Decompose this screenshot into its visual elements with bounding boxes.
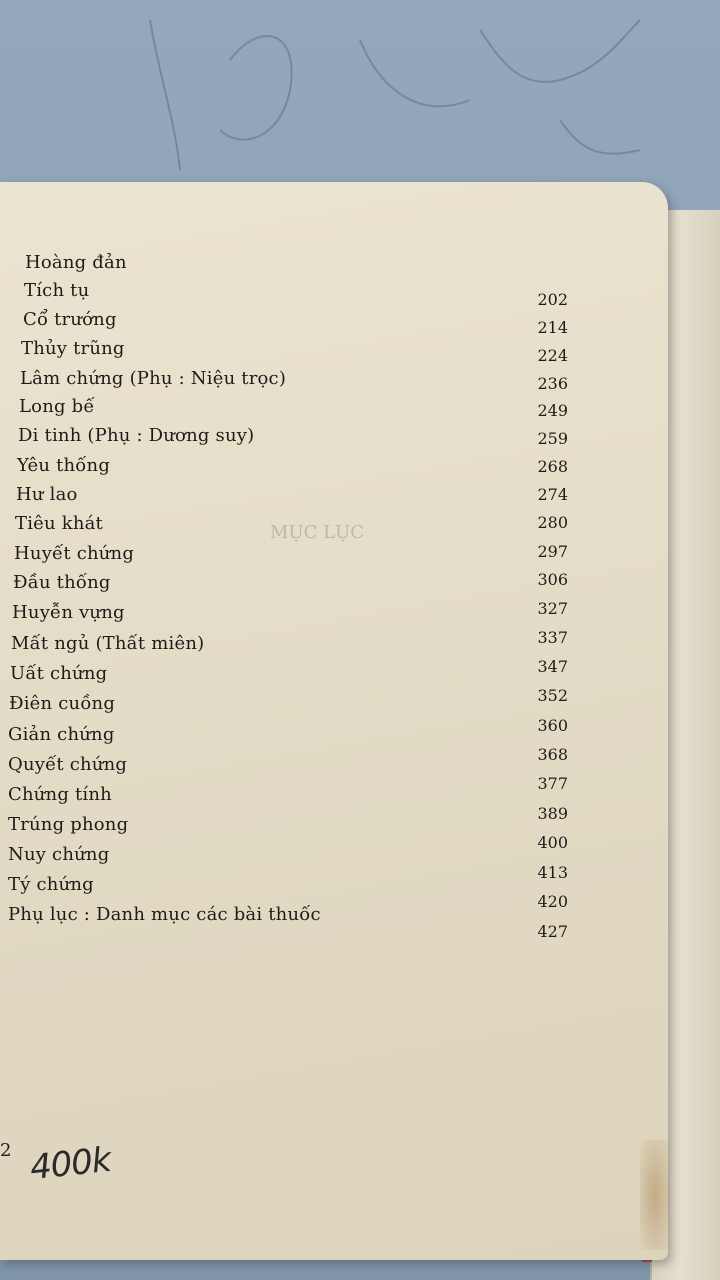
toc-entry-page: 413 bbox=[537, 863, 568, 882]
toc-entry-page: 202 bbox=[537, 290, 568, 309]
toc-entry-page: 297 bbox=[537, 542, 568, 561]
handwritten-price: 400k bbox=[28, 1139, 113, 1189]
toc-entry-page: 427 bbox=[537, 922, 568, 941]
toc-entry-title: Điên cuồng bbox=[9, 693, 116, 714]
toc-entry-page: 280 bbox=[537, 513, 568, 532]
toc-row bbox=[0, 252, 668, 282]
toc-row bbox=[0, 922, 668, 964]
toc-entry-title: Thủy trũng bbox=[21, 338, 125, 359]
toc-entry-title: Huyết chứng bbox=[14, 543, 135, 564]
toc-entry-page: 377 bbox=[537, 774, 568, 793]
toc-entry-page: 327 bbox=[537, 599, 568, 618]
toc-row bbox=[0, 396, 668, 426]
toc-entry-title: Tý chứng bbox=[8, 874, 94, 895]
toc-entry-page: 389 bbox=[537, 804, 568, 823]
toc-entry-title: Huyễn vựng bbox=[12, 602, 125, 623]
toc-entry-title: Chứng tính bbox=[8, 784, 112, 805]
toc-row bbox=[0, 484, 668, 514]
toc-row bbox=[0, 368, 668, 398]
toc-entry-title: Mất ngủ (Thất miên) bbox=[11, 633, 205, 654]
toc-entry-page: 352 bbox=[537, 686, 568, 705]
toc-entry-title: Uất chứng bbox=[10, 663, 108, 684]
toc-row bbox=[0, 280, 668, 310]
toc-row bbox=[0, 543, 668, 573]
toc-entry-title: Quyết chứng bbox=[8, 754, 128, 775]
toc-row bbox=[0, 425, 668, 455]
toc-entry-title: Yêu thống bbox=[17, 455, 111, 476]
toc-row bbox=[0, 309, 668, 339]
toc-entry-page: 249 bbox=[537, 401, 568, 420]
toc-entry-title: Di tinh (Phụ : Dương suy) bbox=[18, 425, 255, 446]
toc-entry-page: 400 bbox=[537, 833, 568, 852]
toc-entry-title: Tiêu khát bbox=[15, 513, 103, 534]
toc-row bbox=[0, 572, 668, 602]
bleed-through-text: MỤC LỤC bbox=[270, 522, 364, 543]
toc-entry-title: Long bế bbox=[19, 396, 95, 417]
toc-entry-page: 274 bbox=[537, 485, 568, 504]
toc-entry-page: 337 bbox=[537, 628, 568, 647]
toc-entry-page: 360 bbox=[537, 716, 568, 735]
toc-entry-page: 259 bbox=[537, 429, 568, 448]
toc-entry-title: Nuy chứng bbox=[8, 844, 110, 865]
toc-entry-title: Hoàng đản bbox=[25, 252, 127, 273]
toc-entry-title: Trúng phong bbox=[8, 814, 129, 835]
toc-entry-page: 306 bbox=[537, 570, 568, 589]
toc-entry-page: 224 bbox=[537, 346, 568, 365]
toc-entry-title: Cổ trướng bbox=[23, 309, 117, 330]
book-page bbox=[0, 182, 668, 1260]
toc-entry-title: Lâm chứng (Phụ : Niệu trọc) bbox=[20, 368, 287, 389]
toc-entry-title: Hư lao bbox=[16, 484, 78, 505]
toc-entry-title: Phụ lục : Danh mục các bài thuốc bbox=[8, 904, 321, 925]
toc-entry-page: 420 bbox=[537, 892, 568, 911]
toc-entry-page: 368 bbox=[537, 745, 568, 764]
toc-entry-page: 236 bbox=[537, 374, 568, 393]
table-of-contents bbox=[0, 182, 668, 1260]
toc-row bbox=[0, 513, 668, 543]
toc-entry-title: Giản chứng bbox=[8, 724, 115, 745]
page-stain bbox=[640, 1140, 670, 1250]
toc-entry-page: 214 bbox=[537, 318, 568, 337]
toc-entry-page: 268 bbox=[537, 457, 568, 476]
toc-row bbox=[0, 338, 668, 368]
toc-entry-title: Đầu thống bbox=[13, 572, 111, 593]
toc-row bbox=[0, 455, 668, 485]
toc-entry-page: 347 bbox=[537, 657, 568, 676]
toc-entry-title: Tích tụ bbox=[24, 280, 90, 301]
page-number: 2 bbox=[0, 1140, 12, 1161]
